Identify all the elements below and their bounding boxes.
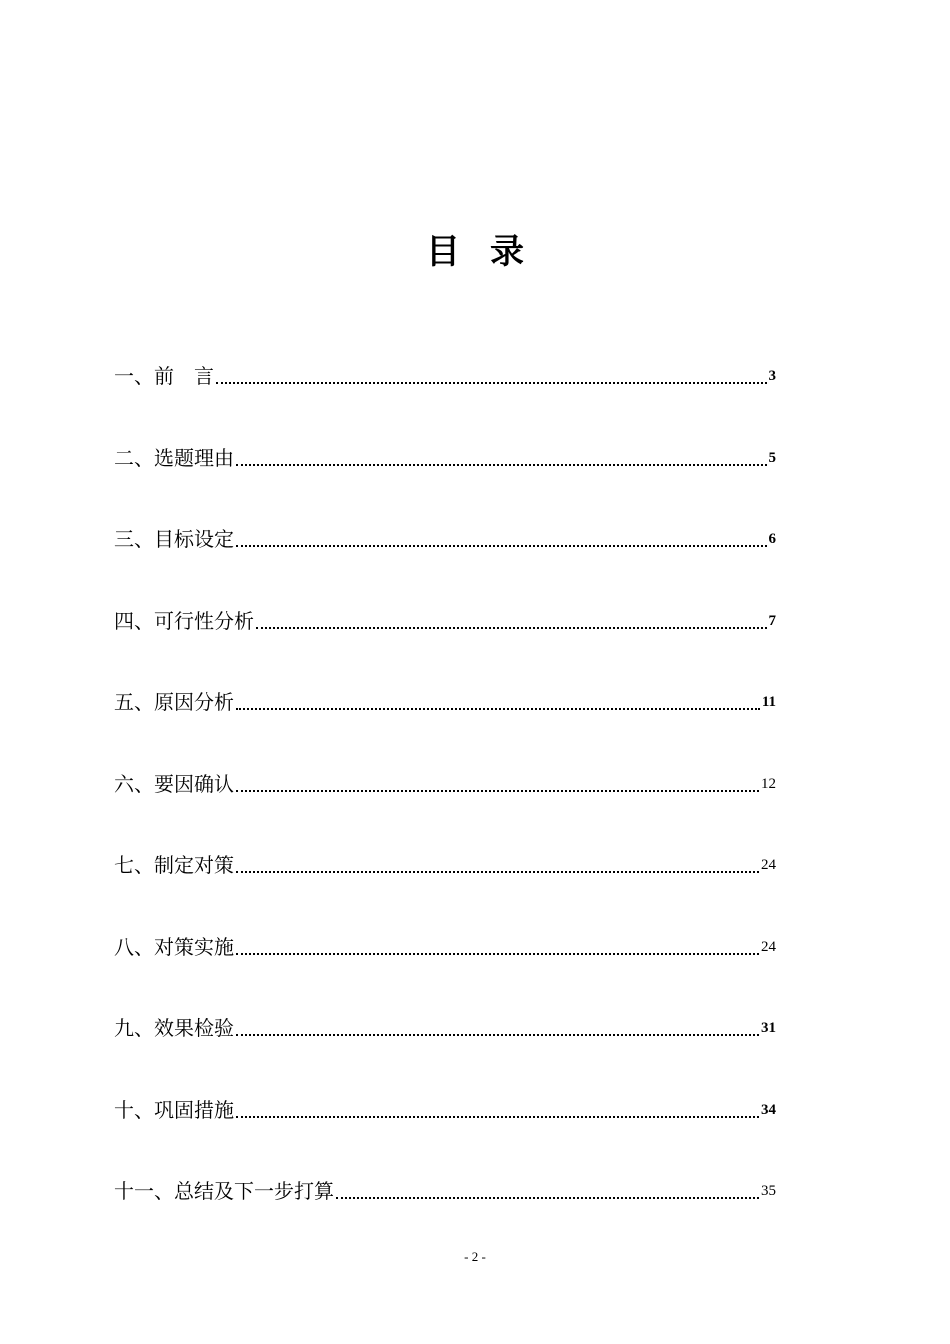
toc-entry-label: 十、巩固措施 bbox=[114, 1097, 234, 1122]
toc-entry-page: 7 bbox=[768, 612, 776, 629]
toc-leader-dots bbox=[236, 790, 759, 792]
toc-entry-page: 12 bbox=[761, 775, 776, 792]
toc-entry-label: 十一、总结及下一步打算 bbox=[114, 1179, 334, 1203]
toc-entry-page: 11 bbox=[761, 694, 776, 710]
toc-leader-dots bbox=[216, 382, 767, 384]
toc-entry[interactable] bbox=[114, 839, 776, 879]
toc-leader-dots bbox=[236, 871, 759, 873]
toc-entry[interactable] bbox=[114, 1002, 776, 1042]
toc-entry-label: 五、原因分析 bbox=[114, 690, 234, 714]
toc-entry[interactable] bbox=[114, 758, 776, 798]
toc-entry-label: 六、要因确认 bbox=[114, 771, 234, 796]
toc-leader-dots bbox=[236, 1116, 759, 1118]
toc-entry-label: 三、目标设定 bbox=[114, 527, 234, 551]
toc-entry-page: 3 bbox=[768, 368, 776, 384]
toc-entry-label: 一、前 言 bbox=[114, 364, 214, 388]
toc-leader-dots bbox=[256, 627, 767, 629]
toc-entry[interactable] bbox=[114, 513, 776, 553]
toc-leader-dots bbox=[236, 464, 767, 466]
toc-leader-dots bbox=[236, 545, 767, 547]
toc-entry[interactable] bbox=[114, 350, 776, 390]
toc-entry-page: 24 bbox=[761, 857, 776, 873]
toc-leader-dots bbox=[336, 1197, 759, 1199]
toc-entry[interactable] bbox=[114, 432, 776, 472]
toc-entry-label: 二、选题理由 bbox=[114, 445, 234, 470]
toc-entry-page: 6 bbox=[768, 531, 776, 547]
toc-entry-page: 24 bbox=[761, 938, 776, 955]
toc-entry[interactable] bbox=[114, 676, 776, 716]
toc-entry[interactable] bbox=[114, 921, 776, 961]
page-title: 目录 bbox=[426, 232, 554, 272]
page-number: - 2 - bbox=[464, 1249, 486, 1264]
toc-entry-label: 九、效果检验 bbox=[114, 1016, 234, 1040]
toc-entry-label: 八、对策实施 bbox=[114, 934, 234, 959]
toc-entry[interactable] bbox=[114, 595, 776, 635]
toc-leader-dots bbox=[236, 708, 760, 710]
toc-leader-dots bbox=[236, 953, 759, 955]
toc-leader-dots bbox=[236, 1034, 759, 1036]
toc-entry-page: 34 bbox=[761, 1101, 776, 1118]
toc-entry[interactable] bbox=[114, 1084, 776, 1124]
toc-entry-label: 四、可行性分析 bbox=[114, 608, 254, 633]
toc-entry-label: 七、制定对策 bbox=[114, 853, 234, 877]
toc-entry-page: 31 bbox=[761, 1020, 776, 1036]
toc-entry-page: 35 bbox=[761, 1183, 776, 1199]
toc-entry-page: 5 bbox=[768, 449, 776, 466]
toc-entry[interactable] bbox=[114, 1165, 776, 1205]
